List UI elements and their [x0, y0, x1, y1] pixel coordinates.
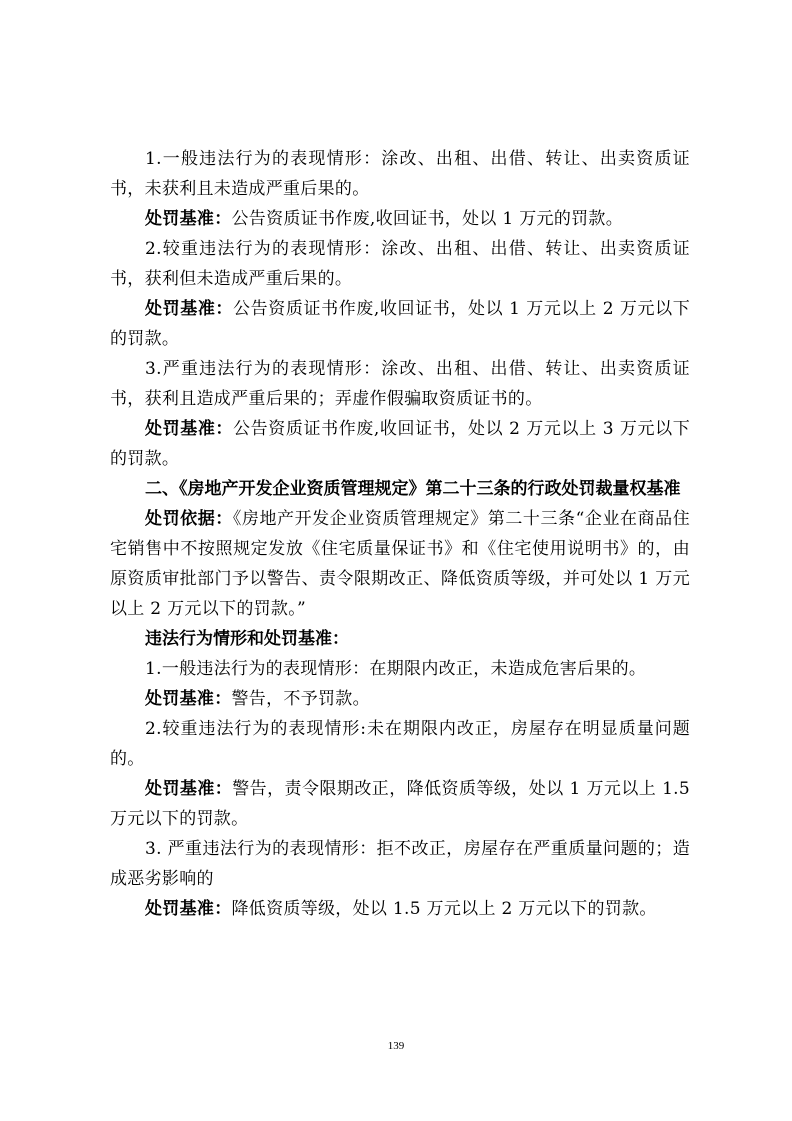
penalty-label: 处罚基准： — [145, 209, 232, 229]
page-content — [110, 144, 690, 924]
paragraph-penalty-standard-3 — [110, 414, 690, 474]
penalty-text: 警告，责令限期改正，降低资质等级，处以 1 万元以上 1.5 万元以下的罚款。 — [110, 779, 691, 829]
paragraph-penalty-standard-2 — [110, 294, 690, 354]
penalty-label: 处罚基准： — [145, 419, 234, 439]
penalty-text: 公告资质证书作废,收回证书，处以 2 万元以上 3 万元以下的罚款。 — [110, 419, 691, 469]
page-number: 139 — [387, 1040, 405, 1052]
paragraph-penalty-standard-1 — [110, 204, 690, 234]
paragraph-penalty-standard-6 — [110, 894, 690, 924]
paragraph-general-violation-2: 1.一般违法行为的表现情形：在期限内改正，未造成危害后果的。 — [145, 659, 647, 679]
penalty-text: 警告，不予罚款。 — [231, 689, 370, 709]
penalty-label: 处罚基准： — [145, 299, 234, 319]
penalty-label: 处罚基准： — [145, 779, 233, 799]
paragraph-penalty-standard-4 — [110, 684, 690, 714]
paragraph-serious-violation-1: 2.较重违法行为的表现情形：涂改、出租、出借、转让、出卖资质证书，获利但未造成严重后果的。 — [110, 239, 690, 289]
paragraph-severe-violation-2: 3. 严重违法行为的表现情形：拒不改正，房屋存在严重质量问题的；造成恶劣影响的 — [110, 839, 690, 889]
paragraph-general-violation-1: 1.一般违法行为的表现情形：涂改、出租、出借、转让、出卖资质证书，未获利且未造成严重后果的。 — [110, 149, 690, 199]
paragraph-penalty-standard-5 — [110, 774, 690, 834]
basis-text: 《房地产开发企业资质管理规定》第二十三条“企业在商品住宅销售中不按照规定发放《住宅质量保证书》和《住宅使用说明书》的，由原资质审批部门予以警告、责令限期改正、降低资质等级，并可处以 1 万元以上 2 万元以下的罚款。” — [110, 509, 690, 619]
penalty-text: 降低资质等级，处以 1.5 万元以上 2 万元以下的罚款。 — [231, 899, 657, 919]
penalty-text: 公告资质证书作废,收回证书，处以 1 万元的罚款。 — [231, 209, 624, 229]
paragraph-severe-violation-1: 3.严重违法行为的表现情形：涂改、出租、出借、转让、出卖资质证书，获利且造成严重后果的；弄虚作假骗取资质证书的。 — [110, 359, 690, 409]
sub-heading-violations: 违法行为情形和处罚基准： — [145, 629, 349, 649]
penalty-label: 处罚基准： — [145, 689, 232, 709]
penalty-label: 处罚基准： — [145, 899, 232, 919]
paragraph-serious-violation-2: 2.较重违法行为的表现情形:未在期限内改正，房屋存在明显质量问题的。 — [110, 719, 690, 769]
section-heading-2: 二、《房地产开发企业资质管理规定》第二十三条的行政处罚裁量权基准 — [145, 479, 681, 499]
paragraph-penalty-basis — [110, 504, 690, 624]
penalty-text: 公告资质证书作废,收回证书，处以 1 万元以上 2 万元以下的罚款。 — [110, 299, 691, 349]
basis-label: 处罚依据： — [145, 509, 233, 529]
